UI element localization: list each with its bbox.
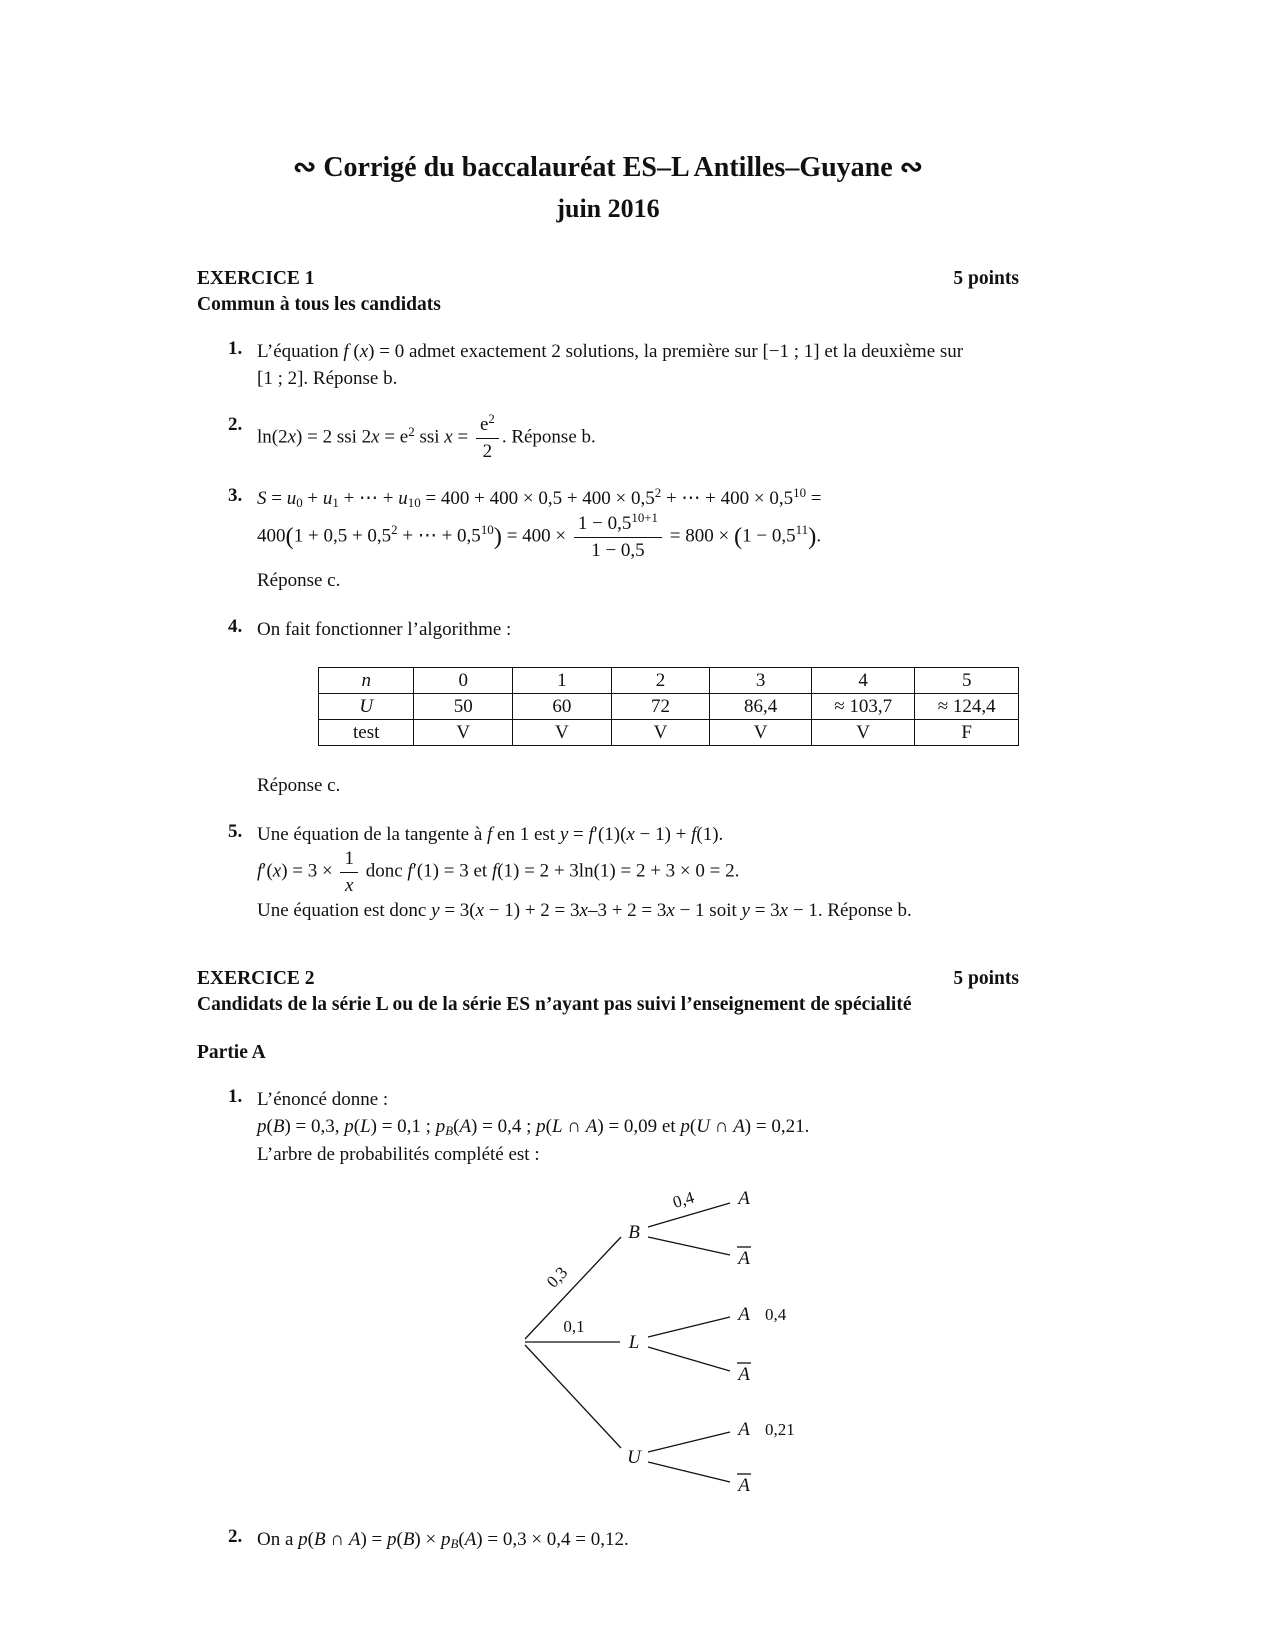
table-cell: 1 (513, 668, 612, 694)
ex1-question-3 (228, 485, 1019, 595)
question-body (257, 1086, 1019, 1510)
table-cell: 4 (811, 668, 915, 694)
label-root-L: 0,1 (563, 1317, 585, 1337)
paragraph: L’équation f (x) = 0 admet exactement 2 solutions, la première sur [−1 ; 1] et la deuxième sur (257, 341, 964, 362)
table-cell: 5 (915, 668, 1019, 694)
ex1-question-5 (228, 821, 1019, 924)
table-cell: 50 (414, 694, 513, 720)
exercise2-title: EXERCICE 2 (197, 968, 315, 990)
question-number: 3. (228, 484, 243, 506)
document-title: ∾ Corrigé du baccalauréat ES–L Antilles–Guyane ∾ (292, 152, 924, 183)
table-cell: V (611, 720, 710, 746)
question-number: 5. (228, 821, 243, 843)
ex2-question-1 (228, 1086, 1019, 1510)
table-row (319, 668, 1019, 694)
node-U: U (627, 1447, 641, 1469)
exercise2-header (197, 968, 1019, 990)
label-B-A: 0,4 (670, 1187, 697, 1212)
label-U-A: 0,21 (765, 1420, 795, 1440)
table-cell: U (319, 694, 414, 720)
label-L-A: 0,4 (765, 1305, 787, 1325)
paragraph: p(B) = 0,3, p(L) = 0,1 ; pB(A) = 0,4 ; p(L ∩ A) = 0,09 et p(U ∩ A) = 0,21. (257, 1116, 810, 1139)
ex1-question-4 (228, 616, 1019, 799)
fraction: $\frac{e^2}{2}$ (476, 414, 499, 463)
paragraph: On a p(B ∩ A) = p(B) × pB(A) = 0,3 × 0,4 = 0,12. (257, 1529, 629, 1552)
node-Abar-of-U: A (738, 1475, 750, 1497)
node-Abar-of-L: A (738, 1364, 750, 1386)
edge-U-Abar (648, 1462, 730, 1482)
question-body (257, 410, 1019, 463)
table-cell: 60 (513, 694, 612, 720)
node-A-of-L: A (738, 1304, 750, 1326)
question-body (257, 338, 1019, 392)
table-cell: n (319, 668, 414, 694)
table-cell: ≈ 103,7 (811, 694, 915, 720)
exercise2-points: 5 points (953, 968, 1019, 990)
exercise1-title: EXERCICE 1 (197, 268, 315, 289)
ex1-question-1 (228, 338, 1019, 392)
paragraph: L’arbre de probabilités complété est : (257, 1144, 540, 1166)
paragraph: On fait fonctionner l’algorithme : (257, 619, 512, 641)
table-cell: 86,4 (710, 694, 812, 720)
paragraph: [1 ; 2]. Réponse b. (257, 368, 398, 389)
partie-a-heading: Partie A (197, 1042, 266, 1064)
fraction: $\frac{1}{x}$ (340, 848, 358, 897)
question-body (257, 821, 1019, 924)
fraction: $\frac{1 - 0,5^{10+1}}{1 - 0,5}$ (574, 513, 662, 562)
node-A-of-B: A (738, 1188, 750, 1210)
ex1-question-2 (228, 410, 1019, 463)
edge-L-Abar (648, 1347, 730, 1371)
table-row (319, 720, 1019, 746)
probability-tree-container (517, 1180, 1019, 1510)
paragraph: Une équation est donc y = 3(x − 1) + 2 = 3x–3 + 2 = 3x − 1 soit y = 3x − 1. Réponse b. (257, 900, 912, 922)
node-Abar-of-B: A (738, 1248, 750, 1270)
table-row (319, 694, 1019, 720)
table-cell: 3 (710, 668, 812, 694)
label-root-B: 0,3 (542, 1262, 572, 1292)
document-content (197, 150, 1019, 1554)
paragraph: $400(1 + 0,5 + 0,5^2$ + ⋯ + $0,5^{10}) = 400$ × $\frac{1 - 0,5^{10+1}}{1 - 0,5}$ = $800 \times (1 - 0,5^{11})$. (257, 509, 822, 561)
ex2-question-2 (228, 1526, 1019, 1554)
exercise1-header (197, 268, 1019, 290)
question-number: 2. (228, 414, 243, 435)
question-body (257, 1526, 1019, 1554)
edge-L-A (648, 1317, 730, 1337)
paragraph: S = u0 + u1 + ⋯ + $u10 = 400 + 400 \times 0,5 + 400 \times 0,5^2$ + ⋯ + $400 \times 0,5^{10}$ = (257, 484, 822, 510)
table-cell: 0 (414, 668, 513, 694)
table-cell: ≈ 124,4 (915, 694, 1019, 720)
question-number: 4. (228, 616, 243, 638)
question-number: 1. (228, 338, 243, 359)
table-cell: 72 (611, 694, 710, 720)
answer-line: Réponse c. (257, 775, 341, 797)
question-number: 2. (228, 1526, 243, 1548)
document-subtitle: juin 2016 (556, 194, 660, 223)
edge-root-U (525, 1345, 621, 1448)
question-number: 1. (228, 1086, 243, 1108)
edge-U-A (648, 1432, 730, 1452)
table-cell: V (710, 720, 812, 746)
exercise1-subtitle: Commun à tous les candidats (197, 294, 441, 315)
table-cell: 2 (611, 668, 710, 694)
exercise1-points: 5 points (953, 268, 1019, 289)
algorithm-table (318, 667, 1019, 746)
paragraph: L’énoncé donne : (257, 1089, 389, 1111)
node-L: L (628, 1332, 640, 1354)
probability-tree (517, 1180, 817, 1510)
paragraph: f′(x) = 3 × $\frac{1}{x}$ donc f′(1) = 3 et f(1) = 2 + 3ln(1) = 2 + 3 × 0 = 2. (257, 848, 740, 897)
answer-line: Réponse c. (257, 570, 341, 592)
paragraph: ln(2x) = 2 ssi $2x = e^2$ ssi x = $\frac{e^2}{2}$ . Réponse b. (257, 410, 596, 462)
question-body (257, 616, 1019, 799)
paragraph: Une équation de la tangente à f en 1 est y = f′(1)(x − 1) + f(1). (257, 824, 724, 846)
table-cell: V (513, 720, 612, 746)
edge-B-Abar (648, 1237, 730, 1255)
exercise2-subtitle: Candidats de la série L ou de la série ES n’ayant pas suivi l’enseignement de spécialité (197, 994, 912, 1016)
node-B: B (628, 1222, 640, 1244)
table-cell: V (811, 720, 915, 746)
table-cell: test (319, 720, 414, 746)
question-body (257, 485, 1019, 595)
table-cell: V (414, 720, 513, 746)
table-cell: F (915, 720, 1019, 746)
node-A-of-U: A (738, 1419, 750, 1441)
